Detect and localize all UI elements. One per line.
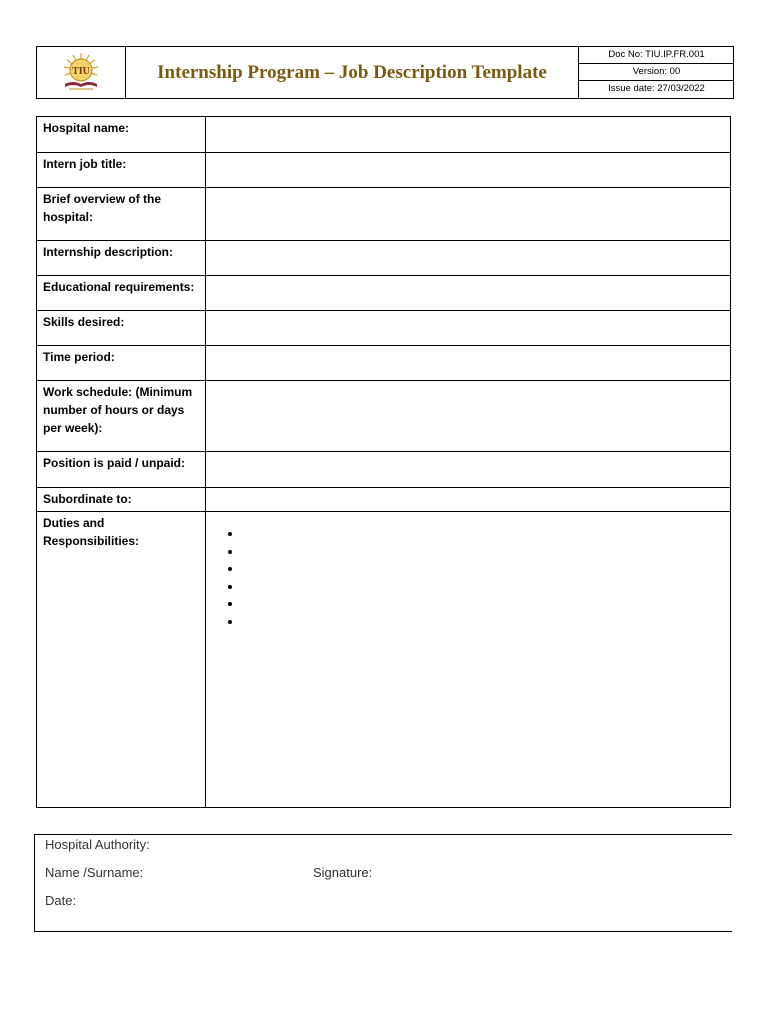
form-row: [37, 188, 731, 241]
hospital-overview-label: Brief overview of the hospital:: [37, 188, 206, 241]
list-item[interactable]: [242, 577, 724, 595]
time-period-field[interactable]: [206, 346, 731, 381]
list-item[interactable]: [242, 524, 724, 542]
duties-list: [212, 524, 724, 629]
list-item[interactable]: [242, 612, 724, 630]
position-paid-field[interactable]: [206, 452, 731, 488]
form-row: [37, 311, 731, 346]
document-header: [36, 46, 734, 99]
position-paid-label: Position is paid / unpaid:: [37, 452, 206, 488]
duties-label: Duties and Responsibilities:: [37, 512, 206, 808]
logo-cell: [37, 47, 126, 98]
form-row: [37, 452, 731, 488]
intern-job-title-field[interactable]: [206, 153, 731, 188]
doc-number: Doc No: TIU.IP.FR.001: [579, 47, 734, 64]
hospital-authority-box: [34, 834, 732, 932]
hospital-name-label: Hospital name:: [37, 117, 206, 153]
work-schedule-label: Work schedule: (Minimum number of hours or days per week):: [37, 381, 206, 452]
svg-text:TIU: TIU: [72, 66, 90, 77]
intern-job-title-label: Intern job title:: [37, 153, 206, 188]
form-row: [37, 117, 731, 153]
form-row: [37, 153, 731, 188]
job-description-form: [36, 116, 731, 808]
list-item[interactable]: [242, 594, 724, 612]
date-label: Date:: [45, 893, 77, 908]
hospital-overview-field[interactable]: [206, 188, 731, 241]
document-title: Internship Program – Job Description Template: [157, 61, 547, 83]
title-cell: [126, 47, 578, 98]
form-row: [37, 346, 731, 381]
educational-requirements-label: Educational requirements:: [37, 276, 206, 311]
work-schedule-field[interactable]: [206, 381, 731, 452]
subordinate-to-label: Subordinate to:: [37, 488, 206, 512]
name-surname-label: Name /Surname:: [45, 865, 144, 880]
signature-label: Signature:: [313, 865, 373, 880]
form-row: [37, 381, 731, 452]
subordinate-to-field[interactable]: [206, 488, 731, 512]
list-item[interactable]: [242, 542, 724, 560]
form-row: [37, 241, 731, 276]
tiu-logo: [59, 51, 103, 93]
doc-issue-date: Issue date: 27/03/2022: [608, 83, 705, 94]
hospital-name-field[interactable]: [206, 117, 731, 153]
hospital-authority-heading: Hospital Authority:: [45, 837, 150, 852]
form-row: [37, 276, 731, 311]
time-period-label: Time period:: [37, 346, 206, 381]
skills-desired-field[interactable]: [206, 311, 731, 346]
internship-description-field[interactable]: [206, 241, 731, 276]
list-item[interactable]: [242, 559, 724, 577]
duties-field[interactable]: [206, 512, 731, 808]
skills-desired-label: Skills desired:: [37, 311, 206, 346]
doc-meta: [578, 47, 734, 98]
form-row: [37, 512, 731, 808]
internship-description-label: Internship description:: [37, 241, 206, 276]
educational-requirements-field[interactable]: [206, 276, 731, 311]
form-row: [37, 488, 731, 512]
doc-version: Version: 00: [579, 64, 734, 81]
